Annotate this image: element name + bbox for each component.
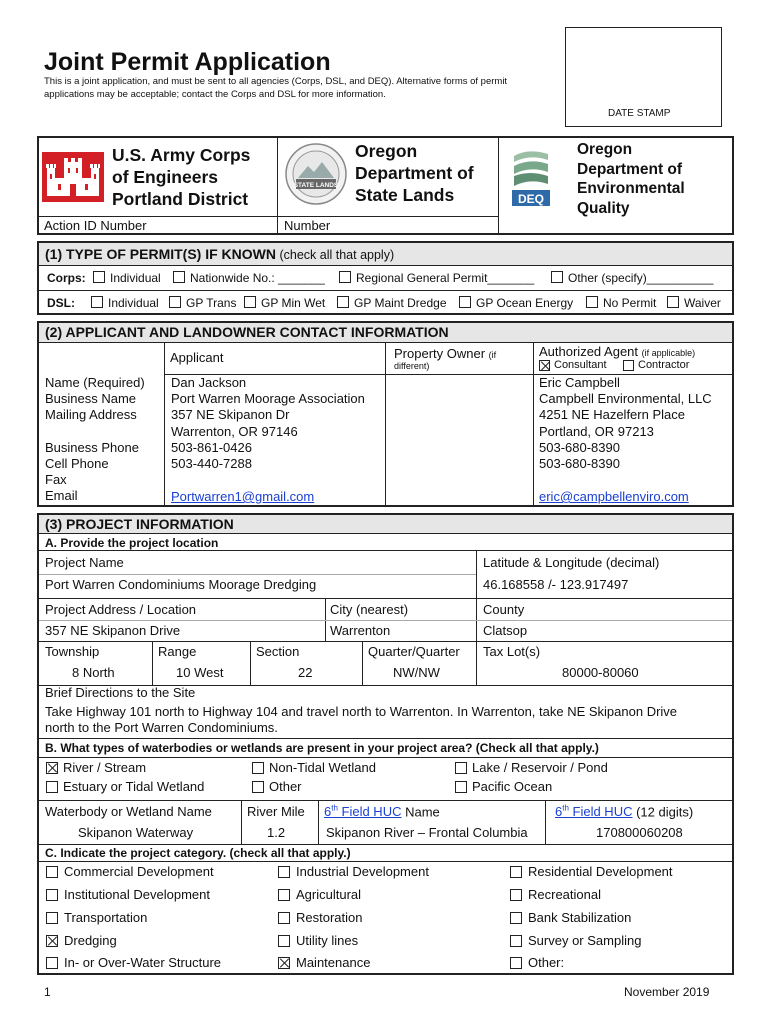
subsection-c-title: C. Indicate the project category. (check all that apply.): [45, 846, 351, 860]
huc12-link[interactable]: 6th Field HUC: [555, 804, 633, 820]
page-number: 1: [44, 985, 51, 999]
usace-castle-icon: [42, 152, 104, 202]
category-residential-checkbox[interactable]: [510, 866, 522, 878]
section-value: 22: [298, 665, 313, 680]
address-label: Project Address / Location: [45, 602, 197, 617]
number-label: Number: [284, 218, 331, 233]
category-restoration-checkbox[interactable]: [278, 912, 290, 924]
dsl-waiver-checkbox[interactable]: [667, 296, 679, 308]
svg-text:DEQ: DEQ: [517, 192, 545, 206]
waterbody-name-value: Skipanon Waterway: [78, 825, 194, 840]
agent-column-header: Authorized Agent (if applicable): [539, 344, 696, 359]
agent-info: Eric Campbell Campbell Environmental, LLC 4251 NE Hazelfern Place Portland, OR 97213 503-680-8390 503-680-8390: [539, 375, 712, 472]
svg-text:STATE LANDS: STATE LANDS: [293, 182, 339, 189]
subsection-b-title: B. What types of waterbodies or wetlands are present in your project area? (Check all that apply.): [45, 741, 599, 755]
applicant-name: Dan Jackson: [171, 375, 247, 390]
corps-individual-checkbox[interactable]: [93, 271, 105, 283]
lake-reservoir-pond-checkbox[interactable]: [455, 762, 467, 774]
huc12-value: 170800060208: [596, 825, 683, 840]
category-transportation-checkbox[interactable]: [46, 912, 58, 924]
section2-header: (2) APPLICANT AND LANDOWNER CONTACT INFORMATION: [39, 323, 732, 342]
contact-field-labels: Name (Required) Business Name Mailing Address Business Phone Cell Phone Fax Email: [45, 375, 145, 504]
deq-name: Oregon Department of Environmental Quality: [577, 141, 685, 217]
consultant-checkbox[interactable]: [539, 360, 550, 371]
city-value: Warrenton: [330, 623, 391, 638]
dsl-gp-maint-dredge-checkbox[interactable]: [337, 296, 349, 308]
river-mile-value: 1.2: [267, 825, 286, 840]
dsl-seal-icon: [284, 142, 348, 206]
latlong-value: 46.168558 /- 123.917497: [483, 577, 629, 592]
applicant-business: Port Warren Moorage Association: [171, 391, 365, 407]
project-name-label: Project Name: [45, 555, 124, 570]
date-stamp-label: DATE STAMP: [608, 108, 671, 119]
river-mile-label: River Mile: [247, 804, 305, 819]
latlong-label: Latitude & Longitude (decimal): [483, 555, 660, 570]
deq-logo-icon: [508, 146, 554, 208]
agent-email-link[interactable]: eric@campbellenviro.com: [539, 489, 689, 504]
section1-header: (1) TYPE OF PERMIT(S) IF KNOWN (check all that apply): [39, 243, 732, 265]
category-in-over-water-structure-checkbox[interactable]: [46, 957, 58, 969]
pacific-ocean-checkbox[interactable]: [455, 781, 467, 793]
township-value: 8 North: [72, 665, 115, 680]
intro-text-line1: This is a joint application, and must be sent to all agencies (Corps, DSL, and DEQ). Alternative forms of permit: [44, 76, 508, 87]
section-label: Section: [256, 644, 300, 659]
applicant-column-header: Applicant: [170, 350, 224, 365]
dsl-gp-ocean-energy-checkbox[interactable]: [459, 296, 471, 308]
category-dredging-checkbox[interactable]: [46, 935, 58, 947]
contractor-checkbox[interactable]: [623, 360, 634, 371]
directions-line1: Take Highway 101 north to Highway 104 and travel north to Warrenton. In Warrenton, take NE Skipanon Drive: [45, 704, 678, 719]
taxlot-label: Tax Lot(s): [483, 644, 541, 659]
qq-value: NW/NW: [393, 665, 440, 680]
corps-regional-checkbox[interactable]: [339, 271, 351, 283]
category-bank-stabilization-checkbox[interactable]: [510, 912, 522, 924]
range-value: 10 West: [176, 665, 224, 680]
category-utility-lines-checkbox[interactable]: [278, 935, 290, 947]
huc6-label: 6th Field HUC Name: [324, 804, 440, 820]
applicant-info: Dan Jackson Port Warren Moorage Association 357 NE Skipanon Dr Warrenton, OR 97146 503-861-0426 503-440-7288: [171, 375, 365, 472]
corps-nationwide-checkbox[interactable]: [173, 271, 185, 283]
dsl-gp-trans-checkbox[interactable]: [169, 296, 181, 308]
footer-date: November 2019: [624, 985, 710, 999]
waterbody-name-label: Waterbody or Wetland Name: [45, 804, 212, 819]
section3-header: (3) PROJECT INFORMATION: [39, 515, 732, 533]
dsl-individual-checkbox[interactable]: [91, 296, 103, 308]
dsl-label: DSL:: [47, 296, 75, 310]
action-id-label: Action ID Number: [44, 218, 147, 233]
huc6-name-value: Skipanon River – Frontal Columbia: [326, 825, 528, 840]
dsl-gp-min-wet-checkbox[interactable]: [244, 296, 256, 308]
city-label: City (nearest): [330, 602, 409, 617]
category-other-checkbox[interactable]: [510, 957, 522, 969]
range-label: Range: [158, 644, 197, 659]
category-industrial-checkbox[interactable]: [278, 866, 290, 878]
directions-line2: north to the Port Warren Condominiums.: [45, 720, 278, 735]
other-waterbody-checkbox[interactable]: [252, 781, 264, 793]
dsl-name: Oregon Department of State Lands: [355, 141, 474, 205]
applicant-email-link[interactable]: Portwarren1@gmail.com: [171, 489, 315, 504]
category-recreational-checkbox[interactable]: [510, 889, 522, 901]
date-stamp-box: [565, 27, 722, 127]
owner-column-header: Property Owner (if: [394, 346, 497, 361]
category-institutional-checkbox[interactable]: [46, 889, 58, 901]
page-title: Joint Permit Application: [44, 48, 331, 76]
qq-label: Quarter/Quarter: [368, 644, 460, 659]
huc6-link[interactable]: 6th Field HUC: [324, 804, 402, 820]
corps-name: U.S. Army Corps of Engineers Portland District: [112, 145, 251, 209]
county-value: Clatsop: [483, 623, 528, 638]
subsection-a-title: A. Provide the project location: [45, 536, 219, 550]
dsl-no-permit-checkbox[interactable]: [586, 296, 598, 308]
project-name-value: Port Warren Condominiums Moorage Dredging: [45, 577, 317, 592]
corps-other-checkbox[interactable]: [551, 271, 563, 283]
taxlot-value: 80000-80060: [562, 665, 639, 680]
category-agricultural-checkbox[interactable]: [278, 889, 290, 901]
huc12-label: 6th Field HUC (12 digits): [555, 804, 694, 820]
river-stream-checkbox[interactable]: [46, 762, 58, 774]
category-commercial-checkbox[interactable]: [46, 866, 58, 878]
category-maintenance-checkbox[interactable]: [278, 957, 290, 969]
corps-label: Corps:: [47, 271, 86, 285]
category-survey-sampling-checkbox[interactable]: [510, 935, 522, 947]
address-value: 357 NE Skipanon Drive: [45, 623, 181, 638]
directions-label: Brief Directions to the Site: [45, 685, 196, 700]
agent-name: Eric Campbell: [539, 375, 620, 390]
agent-business: Campbell Environmental, LLC: [539, 391, 712, 407]
township-label: Township: [45, 644, 100, 659]
intro-text-line2: applications may be acceptable; contact the Corps and DSL for more information.: [44, 89, 386, 100]
non-tidal-wetland-checkbox[interactable]: [252, 762, 264, 774]
county-label: County: [483, 602, 525, 617]
estuary-tidal-wetland-checkbox[interactable]: [46, 781, 58, 793]
